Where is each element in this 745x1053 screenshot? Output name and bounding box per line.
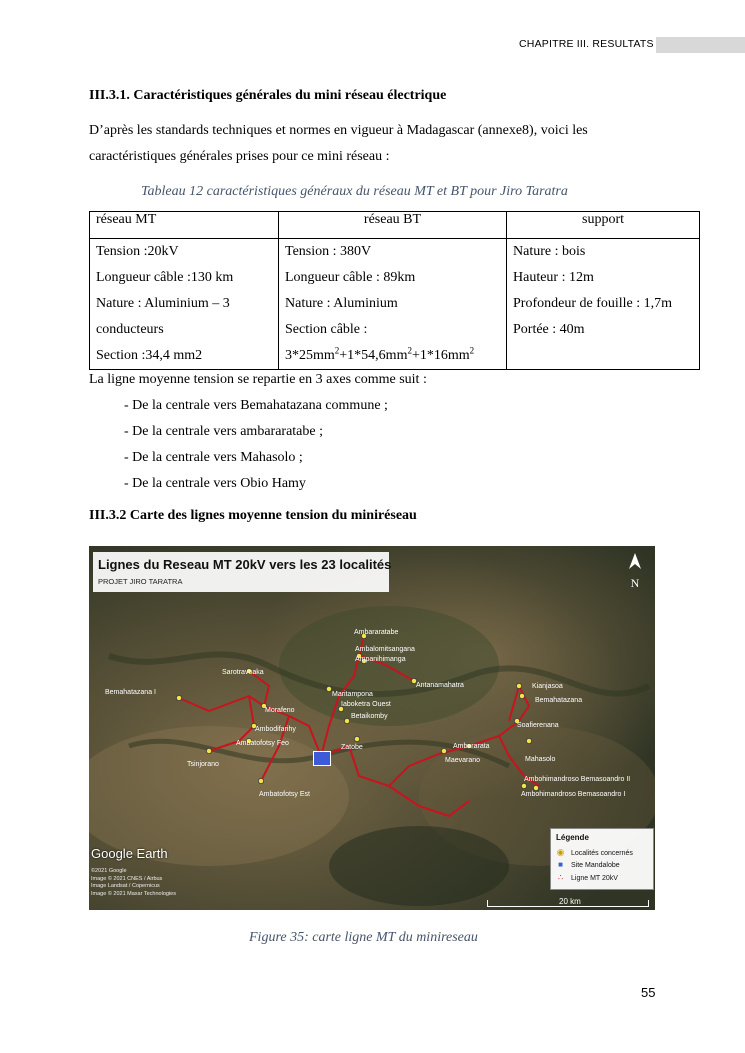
locality-label: Ambararata	[453, 743, 490, 750]
locality-label: Betaikomby	[351, 713, 388, 720]
locality-marker	[526, 738, 531, 743]
locality-label: Ambodifarihy	[255, 726, 296, 733]
mt-network-map	[89, 546, 655, 910]
locality-marker	[533, 785, 538, 790]
google-earth-logo: Google Earth	[91, 846, 168, 861]
locality-marker	[326, 686, 331, 691]
table-caption: Tableau 12 caractéristiques généraux du réseau MT et BT pour Jiro Taratra	[141, 184, 568, 199]
legend-title: Légende	[556, 833, 589, 842]
locality-marker	[516, 683, 521, 688]
map-title: Lignes du Reseau MT 20kV vers les 23 localités	[98, 557, 392, 572]
table-header-row	[90, 212, 700, 239]
cell-line: Longueur câble : 89km	[285, 270, 416, 285]
locality-label: Tsinjorano	[187, 761, 219, 768]
list-intro: La ligne moyenne tension se repartie en 3 axes comme suit :	[89, 372, 427, 387]
cell-line: Nature : Aluminium – 3	[96, 296, 230, 311]
locality-marker	[344, 718, 349, 723]
locality-marker	[206, 748, 211, 753]
legend-item-mt-line: ∴ Ligne MT 20kV	[557, 873, 618, 882]
locality-label: Maritampona	[332, 691, 373, 698]
cell-line: Hauteur : 12m	[513, 270, 594, 285]
locality-label: Ambalomitsangana	[355, 646, 415, 653]
locality-marker	[521, 783, 526, 788]
locality-label: Maevarano	[445, 757, 481, 764]
locality-label: Sarotravoaka	[222, 669, 264, 676]
locality-label: Antanamahatra	[416, 682, 464, 689]
header-bar	[656, 37, 745, 53]
table-row	[90, 239, 700, 370]
cell-line: Nature : bois	[513, 244, 586, 259]
locality-label: Ambararatabe	[354, 629, 399, 636]
specs-table	[89, 211, 700, 370]
north-arrow-icon	[626, 552, 644, 572]
figure-caption: Figure 35: carte ligne MT du minireseau	[249, 930, 478, 945]
locality-marker	[176, 695, 181, 700]
table-cell-support	[507, 239, 700, 370]
cell-line: Portée : 40m	[513, 322, 585, 337]
locality-label: Bemahatazana I	[105, 689, 156, 696]
table-header-bt: réseau BT	[279, 212, 507, 239]
locality-label: Ampanihimanga	[355, 656, 406, 663]
map-subtitle: PROJET JIRO TARATRA	[98, 577, 183, 586]
cell-line: Tension : 380V	[285, 244, 372, 259]
locality-marker	[441, 748, 446, 753]
locality-label: Soafierenana	[517, 722, 559, 729]
locality-marker	[258, 778, 263, 783]
table-cell-bt	[279, 239, 507, 370]
locality-label: Ambohimandroso Bemasoandro I	[521, 791, 626, 798]
list-item: - De la centrale vers Mahasolo ;	[124, 450, 303, 465]
section-title-characteristics: III.3.1. Caractéristiques générales du mini réseau électrique	[89, 88, 447, 103]
list-item: - De la centrale vers Obio Hamy	[124, 476, 306, 491]
locality-label: Mahasolo	[525, 756, 556, 763]
cell-line: Tension :20kV	[96, 244, 179, 259]
intro-paragraph	[89, 118, 655, 170]
cell-line: Section câble :	[285, 322, 368, 337]
map-title-box	[93, 552, 392, 592]
intro-paragraph-line: D’après les standards techniques et normes en vigueur à Madagascar (annexe8), voici les	[89, 123, 588, 138]
locality-label: Iaboketra Ouest	[341, 701, 391, 708]
page-number: 55	[641, 985, 656, 1000]
table-cell-mt	[90, 239, 279, 370]
cell-line: Section :34,4 mm2	[96, 348, 203, 363]
list-item: - De la centrale vers ambararatabe ;	[124, 424, 323, 439]
list-item: - De la centrale vers Bemahatazana commune ;	[124, 398, 388, 413]
locality-label: Ambatofotsy Feo	[236, 740, 289, 747]
cell-line: conducteurs	[96, 322, 164, 337]
cell-line-cable-section: $3*25mm^2+1*54,6mm^2+1*16mm^2$	[285, 345, 475, 363]
scale-label: 20 km	[559, 897, 581, 906]
locality-label: Ambatofotsy Est	[259, 791, 310, 798]
locality-label: Ambohimandroso Bemasoandro II	[524, 776, 631, 783]
section-title-map: III.3.2 Carte des lignes moyenne tension du miniréseau	[89, 508, 417, 523]
cell-line: Profondeur de fouille : 1,7m	[513, 296, 673, 311]
intro-paragraph-line: caractéristiques générales prises pour ce mini réseau :	[89, 149, 390, 164]
locality-marker	[354, 736, 359, 741]
north-label: N	[630, 576, 640, 590]
table-header-mt: réseau MT	[90, 212, 279, 239]
locality-label: Zatobe	[341, 744, 363, 751]
locality-marker	[519, 693, 524, 698]
map-legend	[550, 828, 654, 890]
chapter-header: CHAPITRE III. RESULTATS	[519, 38, 654, 50]
north-arrow	[626, 552, 644, 591]
legend-item-localities: ◉ Localités concernés	[556, 847, 633, 857]
locality-label: Morafeno	[265, 707, 295, 714]
cell-line: Longueur câble :130 km	[96, 270, 234, 285]
legend-item-site: ■ Site Mandalobe	[558, 860, 620, 869]
cell-line: Nature : Aluminium	[285, 296, 398, 311]
locality-label: Kianjasoa	[532, 683, 563, 690]
imagery-credits: ©2021 Google Image © 2021 CNES / Airbus Image Landsat / Copernicus Image © 2021 Maxar Technologies	[91, 868, 176, 897]
locality-label: Bemahatazana	[535, 697, 583, 704]
table-header-support: support	[507, 212, 700, 239]
